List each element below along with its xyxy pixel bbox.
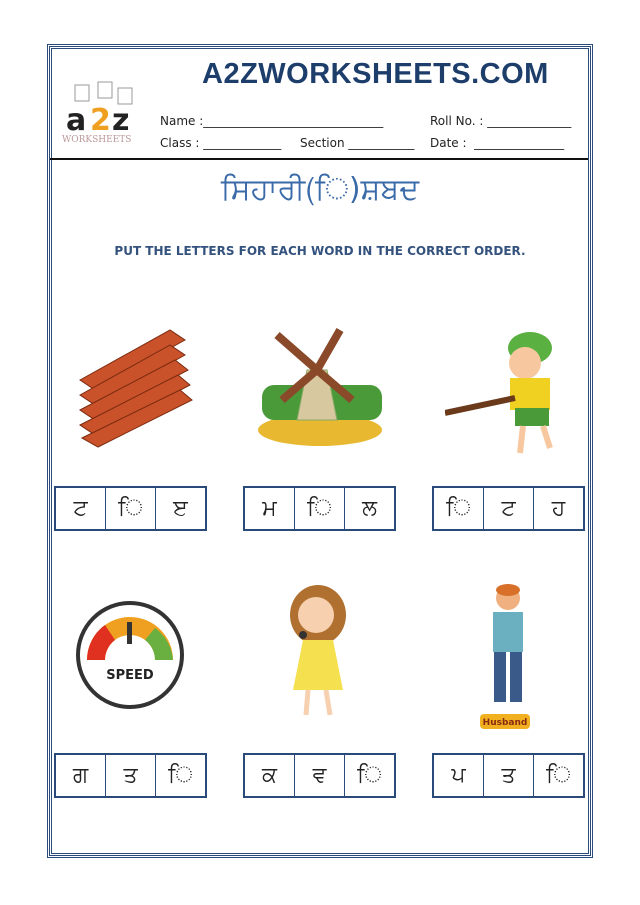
header-divider: [50, 158, 588, 160]
letter-box: ਟ: [56, 488, 106, 529]
a2z-logo: [60, 80, 145, 145]
name-field[interactable]: Name :______________________________: [160, 114, 384, 128]
letter-boxes-hit: [432, 486, 585, 531]
letter-box: ਲ: [362, 496, 377, 521]
letter-box: ਿ: [295, 488, 345, 529]
husband-image: [478, 580, 548, 735]
letter-box: ਟ: [484, 488, 534, 529]
letter-box: ਿ: [434, 488, 484, 529]
letter-boxes-husband: [432, 753, 585, 798]
svg-text:z: z: [112, 103, 130, 138]
girl-singing-image: [268, 580, 373, 720]
svg-text:SPEED: SPEED: [106, 668, 154, 683]
letter-box: ਪ: [434, 755, 484, 796]
svg-text:a: a: [66, 103, 87, 138]
class-field[interactable]: Class : _____________: [160, 136, 282, 150]
letter-boxes-windmill: [243, 486, 396, 531]
letter-box: ਿ: [357, 763, 382, 788]
letter-box: ਗ: [56, 755, 106, 796]
windmill-image: [252, 325, 387, 450]
letter-box: ਵ: [295, 755, 345, 796]
svg-text:WORKSHEETS: WORKSHEETS: [62, 135, 132, 145]
letter-boxes-brick: [54, 486, 207, 531]
date-field[interactable]: Date : _______________: [430, 136, 565, 150]
letter-box: ਿ: [106, 488, 156, 529]
speedometer-image: [75, 600, 185, 710]
letter-box: ਕ: [245, 755, 295, 796]
section-field[interactable]: Section ___________: [300, 136, 415, 150]
svg-text:Husband: Husband: [482, 718, 528, 728]
letter-box: ੲ: [173, 496, 188, 521]
instruction: PUT THE LETTERS FOR EACH WORD IN THE CORRECT ORDER.: [114, 244, 526, 258]
letter-boxes-speed: [54, 753, 207, 798]
brick-wall-image: [70, 325, 195, 450]
boy-hitting-image: [445, 318, 575, 458]
letter-box: ਤ: [106, 755, 156, 796]
letter-box: ਮ: [245, 488, 295, 529]
letter-box: ਤ: [484, 755, 534, 796]
letter-box: ਿ: [168, 763, 193, 788]
roll-no-field[interactable]: Roll No. : ______________: [430, 114, 572, 128]
letter-box: ਹ: [551, 496, 566, 521]
svg-text:2: 2: [90, 103, 111, 138]
letter-box: ਿ: [546, 763, 571, 788]
site-title: A2ZWORKSHEETS.COM: [202, 58, 549, 90]
worksheet-title: ਸਿਹਾਰੀ(ਿ)ਸ਼ਬਦ: [220, 172, 420, 207]
letter-boxes-singer: [243, 753, 396, 798]
